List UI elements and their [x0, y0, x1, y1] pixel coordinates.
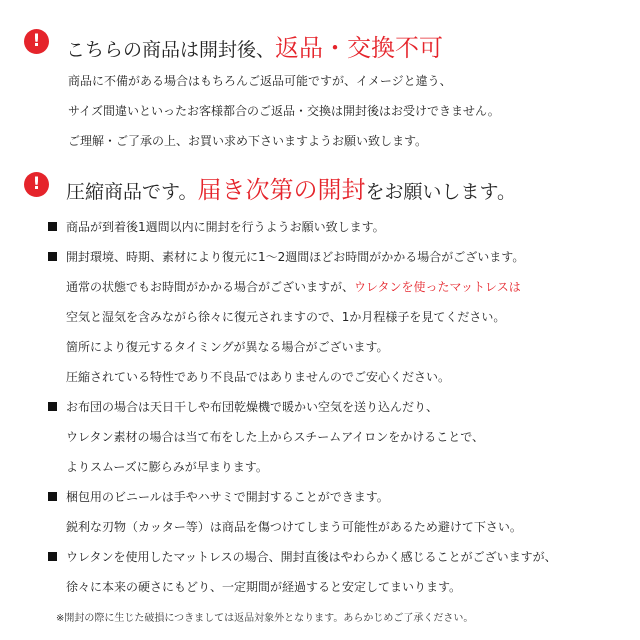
section2-heading-highlight: 届き次第の開封 [197, 176, 366, 204]
item-line: 鋭利な刃物（カッター等）は商品を傷つけてしまう可能性があるため避けて下さい。 [66, 520, 522, 534]
item-line: お布団の場合は天日干しや布団乾燥機で暖かい空気を送り込んだり、 [66, 400, 439, 414]
bullet-square [48, 492, 57, 501]
exclamation-circle-icon: ! [24, 29, 49, 54]
item-line: 梱包用のビニールは手やハサミで開封することができます。 [66, 490, 389, 504]
footnote: ※開封の際に生じた破損につきましては返品対象外となります。あらかじめご了承ください。 [56, 613, 474, 624]
section1-heading-highlight: 返品・交換不可 [275, 34, 444, 62]
item-line-text: 通常の状態でもお時間がかかる場合がございますが、 [66, 280, 355, 294]
item-line: よりスムーズに膨らみが早まります。 [66, 460, 268, 474]
section1-line: 商品に不備がある場合はもちろんご返品可能ですが、イメージと違う、 [68, 74, 452, 88]
item-line [66, 278, 521, 295]
section1-heading-prefix: こちらの商品は開封後、 [66, 39, 276, 61]
item-line: 徐々に本来の硬さにもどり、一定期間が経過すると安定してまいります。 [66, 580, 462, 594]
bullet-square [48, 252, 57, 261]
bullet-square [48, 402, 57, 411]
item-line-highlight: 空気と湿気を含みながら徐々に復元されますので、1か月程様子を見てください。 [66, 310, 506, 324]
item-line: 開封環境、時期、素材により復元に1～2週間ほどお時間がかかる場合がございます。 [66, 250, 525, 264]
item-line-highlight: ウレタンを使ったマットレスは [354, 280, 521, 294]
bullet-square [48, 222, 57, 231]
item-line: 箇所により復元するタイミングが異なる場合がございます。 [66, 340, 389, 354]
section1-line: サイズ間違いといったお客様都合のご返品・交換は開封後はお受けできません。 [68, 104, 500, 118]
item-line: 商品が到着後1週間以内に開封を行うようお願い致します。 [66, 220, 385, 234]
bullet-square [48, 552, 57, 561]
item-line-highlight: 圧縮されている特性であり不良品ではありませんのでご安心ください。 [66, 370, 451, 384]
exclamation-circle-icon: ! [24, 172, 49, 197]
section2-heading [66, 170, 516, 205]
item-line: ウレタン素材の場合は当て布をした上からスチームアイロンをかけることで、 [66, 430, 484, 444]
item-line: ウレタンを使用したマットレスの場合、開封直後はやわらかく感じることがございますが、 [66, 550, 557, 564]
section2-heading-suffix: をお願いします。 [365, 181, 516, 203]
section1-heading [66, 28, 443, 63]
section1-line: ご理解・ご了承の上、お買い求め下さいますようお願い致します。 [68, 134, 428, 148]
section2-heading-prefix: 圧縮商品です。 [66, 181, 198, 203]
